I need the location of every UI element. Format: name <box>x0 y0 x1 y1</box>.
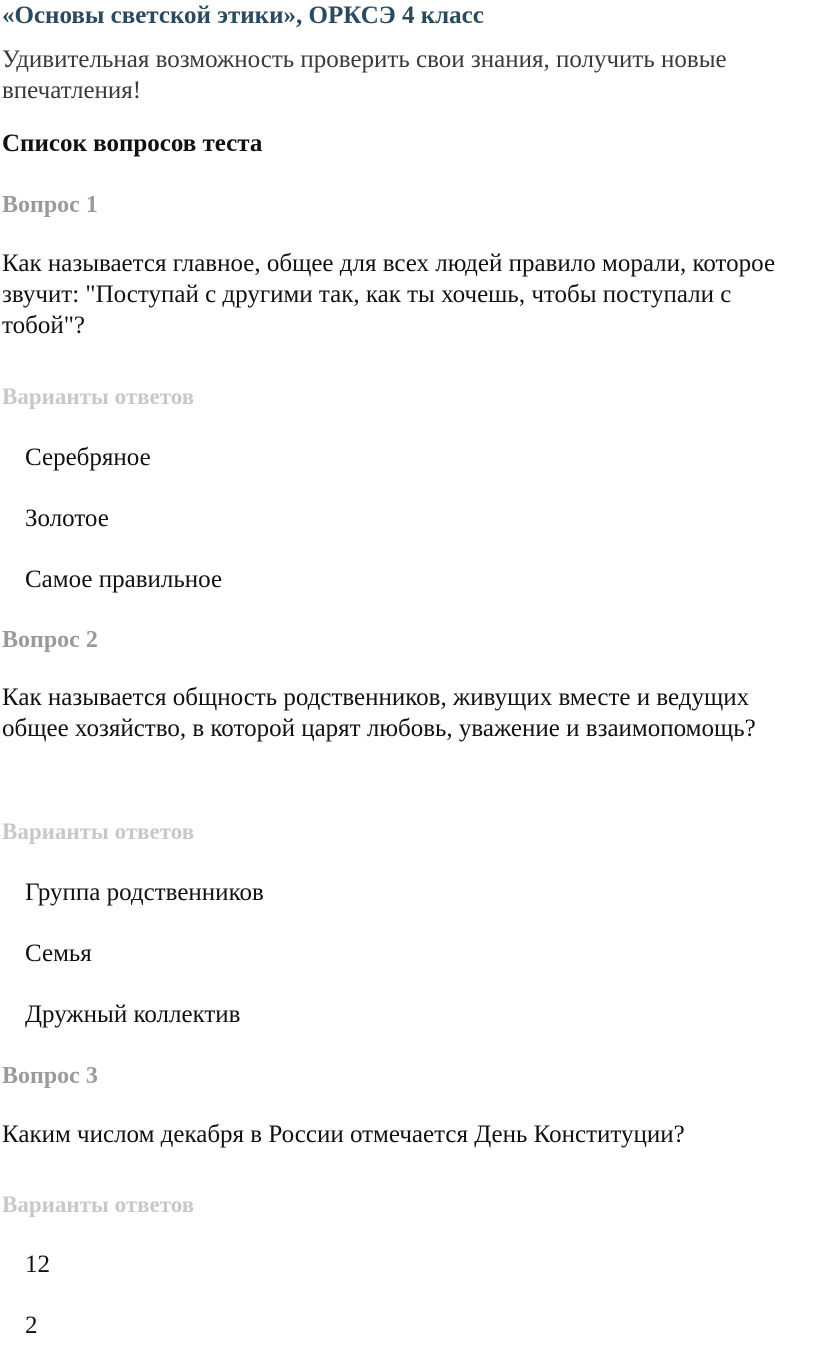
question-1-answer-2[interactable]: Золотое <box>25 505 109 532</box>
question-2-answer-3[interactable]: Дружный коллектив <box>25 1001 241 1028</box>
question-list-heading: Список вопросов теста <box>2 130 263 157</box>
question-1-label: Вопрос 1 <box>2 192 98 218</box>
question-1-text: Как называется главное, общее для всех людей правило морали, которое звучит: "Поступай с другими так, как ты хочешь, чтобы поступали с тобой"? <box>2 250 776 339</box>
question-1-answer-3[interactable]: Самое правильное <box>25 566 223 593</box>
question-3-label: Вопрос 3 <box>2 1063 98 1089</box>
question-2-label: Вопрос 2 <box>2 627 98 653</box>
question-2-answer-2[interactable]: Семья <box>25 940 92 967</box>
question-3-answers-label: Варианты ответов <box>2 1192 195 1217</box>
intro-text: Удивительная возможность проверить свои знания, получить новые впечатления! <box>2 46 727 104</box>
question-3-answer-2[interactable]: 2 <box>25 1312 38 1339</box>
question-1-answers-label: Варианты ответов <box>2 384 195 409</box>
page-title: «Основы светской этики», ОРКСЭ 4 класс <box>2 2 484 29</box>
question-2-answer-1[interactable]: Группа родственников <box>25 879 264 906</box>
question-2-answers-label: Варианты ответов <box>2 819 195 844</box>
question-2-text: Как называется общность родственников, живущих вместе и ведущих общее хозяйство, в которой царят любовь, уважение и взаимопомощь? <box>2 684 756 742</box>
question-3-text: Каким числом декабря в России отмечается День Конституции? <box>2 1121 685 1148</box>
question-3-answer-1[interactable]: 12 <box>25 1251 50 1278</box>
question-1-answer-1[interactable]: Серебряное <box>25 444 151 471</box>
